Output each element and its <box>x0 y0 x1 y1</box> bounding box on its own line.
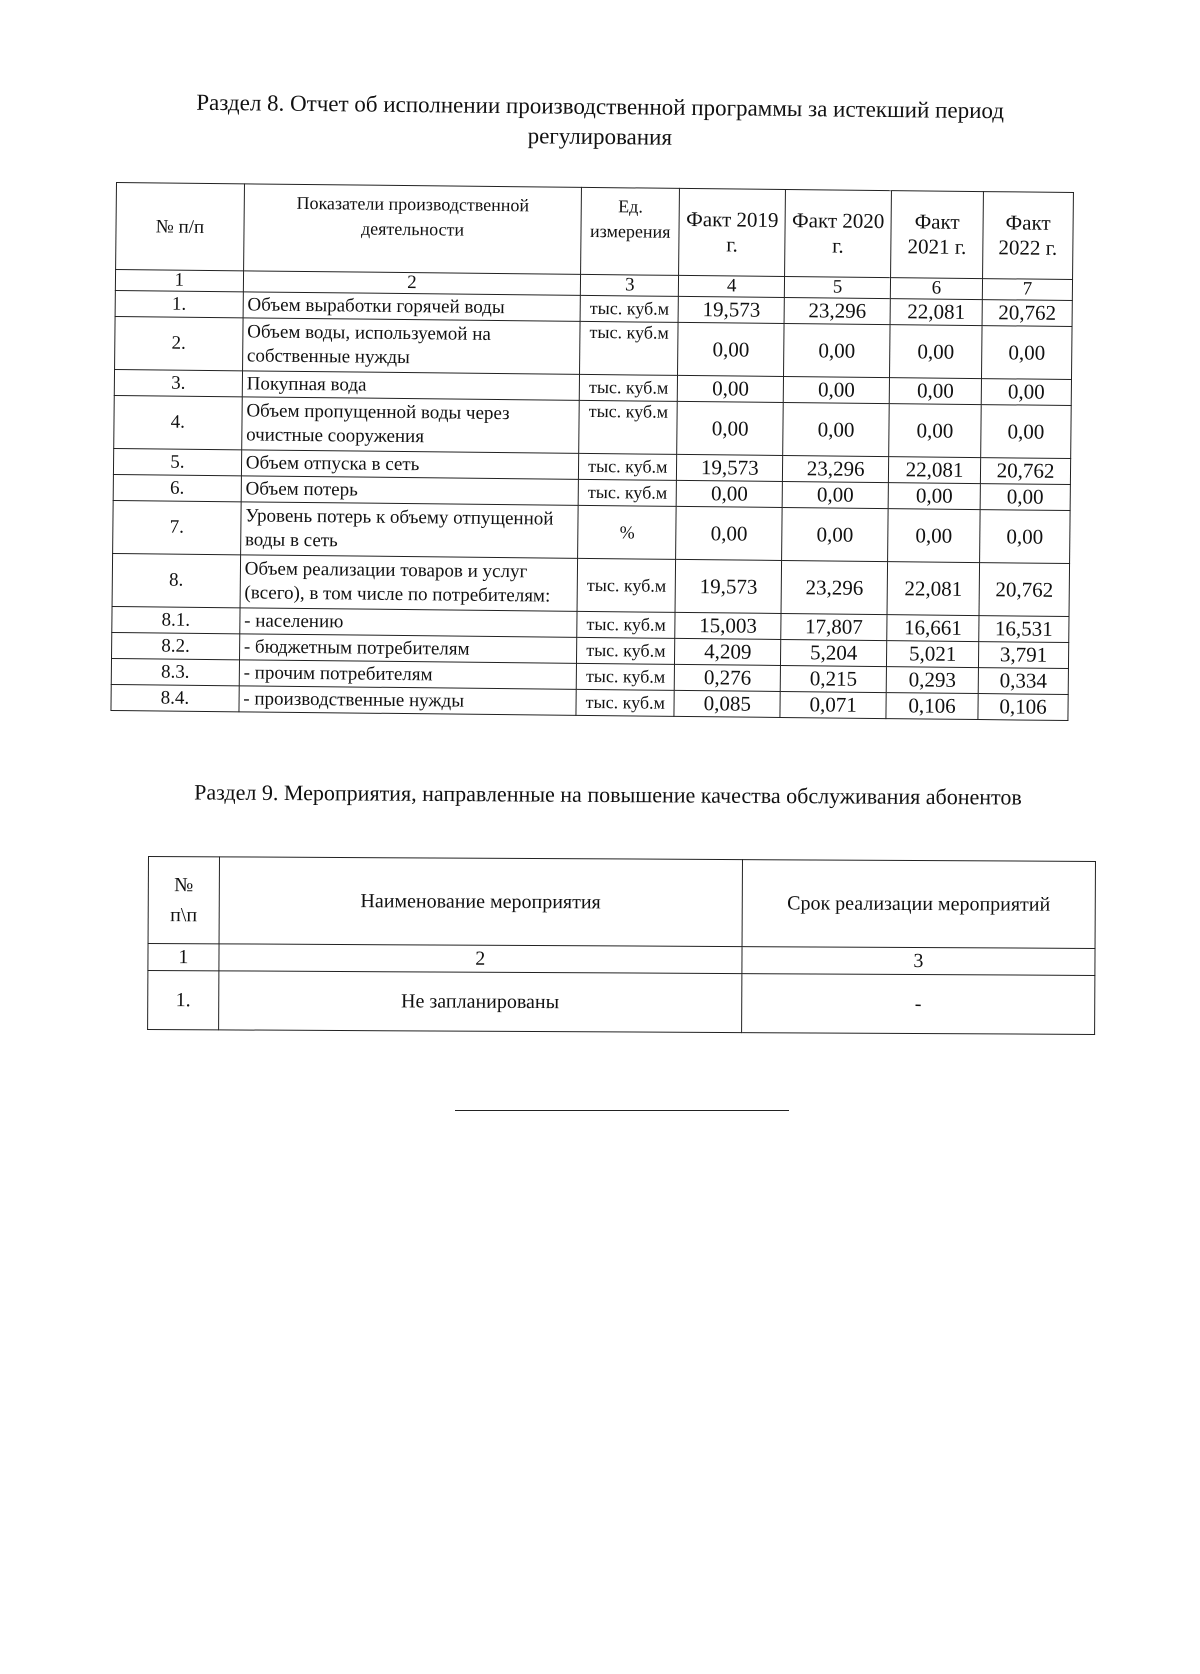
header-unit: Ед. измерения <box>581 187 680 275</box>
row-number: 8.3. <box>111 658 239 685</box>
column-number: 7 <box>982 279 1072 301</box>
measure-name: Не запланированы <box>218 971 741 1033</box>
value-2021: 0,106 <box>886 693 978 720</box>
unit: тыс. куб.м <box>577 558 676 612</box>
indicator-name: Уровень потерь к объему отпущенной воды в сеть <box>240 502 578 559</box>
table-header-row <box>116 183 1074 280</box>
unit: тыс. куб.м <box>578 479 676 506</box>
unit: тыс. куб.м <box>580 295 678 322</box>
value-2022: 3,791 <box>978 642 1068 669</box>
value-2020: 0,00 <box>782 481 888 508</box>
row-number: 2. <box>115 316 243 370</box>
row-number: 1. <box>115 290 243 317</box>
column-number: 2 <box>243 271 581 296</box>
value-2022: 0,106 <box>978 694 1068 721</box>
unit: тыс. куб.м <box>579 453 677 480</box>
row-number: 1. <box>148 971 219 1030</box>
header-fact-2021: Факт 2021 г. <box>891 191 984 279</box>
column-number: 1 <box>115 270 243 292</box>
value-2020: 0,00 <box>783 377 889 404</box>
value-2019: 4,209 <box>675 638 781 665</box>
header-measure-name: Наименование мероприятия <box>219 857 743 947</box>
value-2019: 0,00 <box>678 322 784 376</box>
value-2019: 15,003 <box>675 612 781 639</box>
unit: тыс. куб.м <box>579 400 678 454</box>
column-number: 3 <box>581 274 679 296</box>
column-number: 3 <box>742 947 1095 976</box>
value-2021: 5,021 <box>887 641 979 668</box>
unit: % <box>578 505 677 559</box>
header-fact-2020: Факт 2020 г. <box>785 190 892 278</box>
indicator-name: - населению <box>240 608 578 638</box>
service-measures-table <box>147 856 1096 1035</box>
unit: тыс. куб.м <box>576 689 674 716</box>
indicator-name: Объем выработки горячей воды <box>243 292 581 322</box>
header-no-line1: № <box>174 874 194 897</box>
indicator-name: - производственные нужды <box>239 686 577 716</box>
row-number: 8. <box>112 553 240 607</box>
value-2019: 0,00 <box>676 480 782 507</box>
implementation-term: - <box>741 974 1094 1035</box>
indicator-name: - бюджетным потребителям <box>239 634 577 664</box>
table-header-row <box>148 857 1095 949</box>
indicator-name: Объем пропущенной воды через очистные сооружения <box>241 397 579 454</box>
value-2021: 0,00 <box>889 378 981 405</box>
row-number: 3. <box>114 369 242 396</box>
header-no: № п/п <box>116 183 245 271</box>
value-2021: 22,081 <box>888 457 980 484</box>
value-2019: 0,00 <box>677 401 783 455</box>
unit: тыс. куб.м <box>577 637 675 664</box>
row-number: 7. <box>113 500 241 554</box>
value-2021: 22,081 <box>890 299 982 326</box>
header-no-line2: п\п <box>170 904 198 927</box>
value-2021: 16,661 <box>887 615 979 642</box>
header-indicator: Показатели производственной деятельности <box>243 184 581 275</box>
value-2022: 0,00 <box>981 326 1072 380</box>
indicator-name: Объем реализации товаров и услуг (всего), в том числе по потребителям: <box>240 555 578 612</box>
value-2022: 0,00 <box>981 405 1072 459</box>
header-fact-2022: Факт 2022 г. <box>983 192 1074 280</box>
row-number: 5. <box>113 448 241 475</box>
value-2020: 0,071 <box>780 691 886 718</box>
value-2022: 0,00 <box>980 510 1071 564</box>
section8-title: Раздел 8. Отчет об исполнении производственной программы за истекший период регулирования <box>196 89 1005 150</box>
header-no <box>148 857 219 944</box>
value-2020: 0,00 <box>783 403 889 457</box>
value-2022: 20,762 <box>980 458 1070 485</box>
value-2021: 0,00 <box>889 404 981 458</box>
column-number: 2 <box>219 944 742 974</box>
indicator-name: Покупная вода <box>242 371 580 401</box>
production-report-table <box>110 182 1073 721</box>
value-2020: 5,204 <box>781 639 887 666</box>
value-2019: 0,00 <box>678 375 784 402</box>
row-number: 8.2. <box>112 632 240 659</box>
column-number: 5 <box>784 277 890 299</box>
indicator-name: Объем воды, используемой на собственные нужды <box>242 318 580 375</box>
value-2022: 20,762 <box>982 300 1072 327</box>
value-2019: 0,00 <box>676 506 782 560</box>
value-2020: 23,296 <box>784 298 890 325</box>
unit: тыс. куб.м <box>580 374 678 401</box>
header-implementation-term: Срок реализации мероприятий <box>742 860 1096 949</box>
value-2019: 0,085 <box>674 690 780 717</box>
value-2020: 0,00 <box>782 507 888 561</box>
value-2022: 16,531 <box>979 616 1069 643</box>
closing-rule <box>455 1110 789 1111</box>
value-2022: 0,334 <box>978 668 1068 695</box>
value-2021: 0,00 <box>888 483 980 510</box>
row-number: 4. <box>114 395 242 449</box>
value-2021: 0,293 <box>886 667 978 694</box>
value-2020: 0,00 <box>784 324 890 378</box>
value-2022: 0,00 <box>981 379 1071 406</box>
indicator-name: - прочим потребителям <box>239 660 577 690</box>
value-2020: 0,215 <box>780 665 886 692</box>
value-2021: 0,00 <box>890 325 982 379</box>
value-2020: 17,807 <box>781 613 887 640</box>
value-2019: 19,573 <box>677 454 783 481</box>
column-number: 4 <box>679 275 785 297</box>
value-2019: 0,276 <box>674 664 780 691</box>
indicator-name: Объем потерь <box>241 476 579 506</box>
section9-title: Раздел 9. Мероприятия, направленные на повышение качества обслуживания абонентов <box>194 779 1022 810</box>
value-2019: 19,573 <box>675 559 781 613</box>
unit: тыс. куб.м <box>580 321 679 375</box>
value-2022: 0,00 <box>980 484 1070 511</box>
value-2020: 23,296 <box>781 560 887 614</box>
table-row <box>148 971 1095 1035</box>
unit: тыс. куб.м <box>577 611 675 638</box>
row-number: 8.4. <box>111 684 239 711</box>
header-fact-2019: Факт 2019 г. <box>679 188 786 276</box>
row-number: 6. <box>113 474 241 501</box>
value-2019: 19,573 <box>678 296 784 323</box>
column-number: 6 <box>890 278 982 300</box>
value-2021: 0,00 <box>888 509 980 563</box>
value-2022: 20,762 <box>979 563 1070 617</box>
column-number: 1 <box>148 944 219 971</box>
indicator-name: Объем отпуска в сеть <box>241 450 579 480</box>
value-2021: 22,081 <box>887 562 979 616</box>
unit: тыс. куб.м <box>577 663 675 690</box>
value-2020: 23,296 <box>783 455 889 482</box>
row-number: 8.1. <box>112 606 240 633</box>
